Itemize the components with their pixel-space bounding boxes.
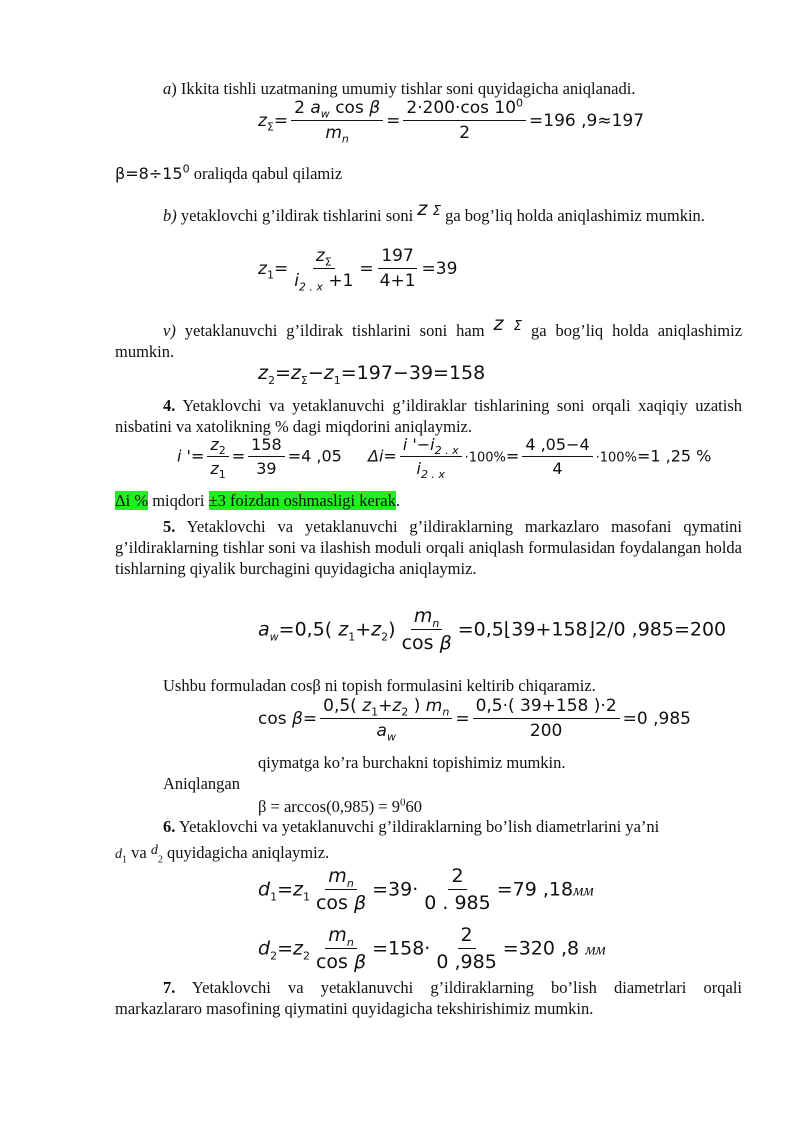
paragraph-4: 4. Yetaklovchi va yetaklanuvchi g’ildiraklar tishlarining soni orqali xaqiqiy uzatish nisbatini va xatolikning % dagi miqdorini aniqlaymiz.: [115, 396, 742, 436]
paragraph-5: 5. Yetaklovchi va yetaklanuvchi g’ildiraklarning markazlaro masofani qymatini g’ildiraklarning tishlar soni va ilashish moduli orqali aniqlash formulasidan foydalangan holda tishlarning qiyalik burchagini quyidagicha aniqlaymiz.: [115, 517, 742, 578]
highlight-delta: Δi %: [115, 491, 149, 510]
beta-range-line: $\beta=8\div 15^0$ oraliqda qabul qilamiz: [115, 162, 343, 183]
paragraph-7: 7. Yetaklovchi va yetaklanuvchi g’ildiraklarning bo’lish diametrlari orqali markazlararo masofining qiymatini quyidagicha tekshirishimiz mumkin.: [115, 978, 742, 1018]
formula-aw: $a_w=0,5$( $z_1+z_2$) $\frac{m_n}{\text{cos β}}$ =0,5⌊39+158⌋2/0 ,985=200: [258, 605, 727, 654]
formula-ratio: i '= $\frac{z_2}{z_1}$ = $\frac{158}{39}$ =4 ,05 Δi= $\frac{i '-i_{2 . x}}{i_{2 . x}}$ ·100%= $\frac{4 ,05-4}{4}$ ·100%=1 ,25 %: [177, 435, 712, 482]
beta-value: $\beta = \arccos(0,985) = 9^060$: [258, 796, 423, 816]
paragraph-b: b) yetaklovchi g’ildirak tishlarini soni z Σ ga bog’liq holda aniqlashimiz mumkin.: [163, 198, 705, 225]
formula-cos: cos β= $\frac{0,5( z_1+z_2 ) m_n}{a_w}$ = $\frac{0,5\cdot( 39+158 )\cdot 2}{200}$ =0 ,985: [258, 696, 691, 744]
paragraph-6-line2: $d_1$ va $^d_2$ quyidagicha aniqlaymiz.: [115, 843, 330, 866]
formula-z2: $z_2=z_\Sigma-z_1=197-39=158$: [258, 362, 486, 387]
label-a: a: [163, 79, 172, 98]
formula-z1: $z_1=$ $\frac{z_\Sigma}{i_{2 . x} +1}$ = $\frac{197}{4+1}$ =39: [258, 246, 458, 294]
paragraph-a: a) Ikkita tishli uzatmaning umumiy tishlar soni quyidagicha aniqlanadi.: [163, 79, 636, 98]
found-label: Aniqlangan: [163, 774, 240, 793]
formula-z-sum: $z_\Sigma=$ $\frac{2 a_w \cos \beta}{m_n}$ = $\frac{2\cdot 200\cdot\cos 10^0}{2}$ =196 ,9≈197: [258, 96, 645, 146]
cos-intro: Ushbu formuladan cosβ ni topish formulasini keltirib chiqaramiz.: [163, 676, 596, 695]
paragraph-v: v) yetaklanuvchi g’ildirak tishlarini soni ham z Σ ga bog’liq holda aniqlashimiz mumkin.: [115, 313, 743, 361]
paragraph-6: 6. Yetaklovchi va yetaklanuvchi g’ildiraklarning bo’lish diametrlarini ya’ni: [163, 817, 660, 836]
highlight-limit: ±3 foizdan oshmasligi kerak: [208, 491, 396, 510]
formula-d1: $d_1=z_1$ $\frac{m_n}{\text{cos β}}$ =39· $\frac{2}{0 . 985}$ =79 ,18мм: [258, 865, 594, 914]
angle-note: qiymatga ko’ra burchakni topishimiz mumkin.: [258, 753, 566, 772]
tolerance-note: Δi % miqdori ±3 foizdan oshmasligi kerak.: [115, 491, 401, 510]
formula-d2: $d_2=z_2$ $\frac{m_n}{\text{cos β}}$ =158· $\frac{2}{0 ,985}$ =320 ,8 мм: [258, 924, 606, 973]
